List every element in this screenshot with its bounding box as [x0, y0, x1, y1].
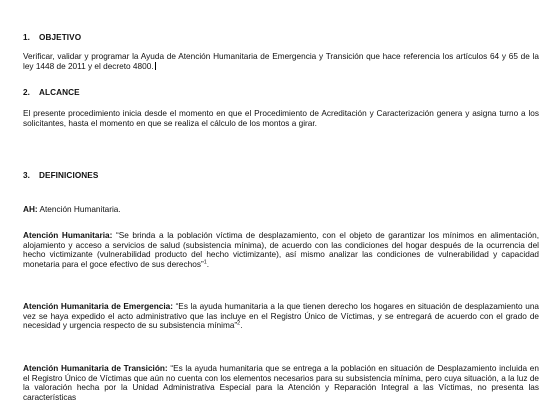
- objetivo-text: Verificar, validar y programar la Ayuda de Atención Humanitaria de Emergencia y Transición que hace referencia los artículos 64 y 65 de la ley 1448 de 2011 y el decreto 4800.: [23, 52, 539, 71]
- definition-text: “Es la ayuda humanitaria que se entrega a la población en situación de Desplazamiento incluida en el Registro Único de Víctimas que aún no cuenta con los elementos necesarios para su subsistencia mínima, pero cuya situación, a la luz de la valoración hecha por la Unidad Administrativa Especial para la Atención y Reparación Integral a las Víctimas, no presenta las características: [23, 364, 539, 402]
- definition-atencion-transicion: [23, 364, 539, 402]
- definition-atencion-humanitaria: Atención Humanitaria: “Se brinda a la población víctima de desplazamiento, con el objeto de garantizar los mínimos en alimentación, alojamiento y acceso a servicios de salud (subsistencia mínima), de acuerdo con las condiciones del hogar después de la ocurrencia del hecho victimizante (vulnerabilidad producto del hecho victimizante), así mismo analizar las condiciones de vulnerabilidad y capacidad monetaria para el goce efectivo de sus derechos”$^1$.: [23, 231, 539, 269]
- section-number: 2.: [23, 88, 31, 97]
- section-title: OBJETIVO: [39, 33, 82, 42]
- section-heading-definiciones: [23, 171, 98, 180]
- definition-text: Atención Humanitaria.: [37, 205, 121, 214]
- section-number: 3.: [23, 171, 31, 180]
- footnote-marker[interactable]: 1: [203, 259, 207, 266]
- document-page: [23, 0, 539, 420]
- footnote-marker[interactable]: 2: [237, 320, 241, 327]
- section-title: DEFINICIONES: [39, 171, 99, 180]
- objetivo-paragraph[interactable]: [23, 52, 539, 71]
- definition-text: “Es la ayuda humanitaria a la que tienen derecho los hogares en situación de desplazamiento una vez se haya expedido el acto administrativo que las incluye en el Registro Único de Víctimas, y se entregará de acuerdo con el grado de necesidad y urgencia respecto de su subsistencia mínima”: [23, 302, 539, 331]
- definition-ah: [23, 205, 539, 215]
- definition-term: Atención Humanitaria:: [23, 231, 113, 240]
- section-heading-alcance: [23, 88, 80, 97]
- section-heading-objetivo: [23, 33, 81, 42]
- alcance-text: El presente procedimiento inicia desde el momento en que el Procedimiento de Acreditación y Caracterización genera y asigna turno a los solicitantes, hasta el momento en que se realiza el cálculo de los montos a girar.: [23, 109, 539, 128]
- definition-term: AH:: [23, 205, 38, 214]
- definition-atencion-emergencia: Atención Humanitaria de Emergencia: “Es la ayuda humanitaria a la que tienen derecho los hogares en situación de desplazamiento una vez se haya expedido el acto administrativo que las incluye en el Registro Único de Víctimas, y se entregará de acuerdo con el grado de necesidad y urgencia respecto de su subsistencia mínima”$^2$.: [23, 302, 539, 331]
- text-cursor: [155, 62, 156, 70]
- section-number: 1.: [23, 33, 31, 42]
- section-title: ALCANCE: [39, 88, 80, 97]
- alcance-paragraph: [23, 109, 539, 128]
- definition-text: “Se brinda a la población víctima de desplazamiento, con el objeto de garantizar los mínimos en alimentación, alojamiento y acceso a servicios de salud (subsistencia mínima), de acuerdo con las condiciones del hogar después de la ocurrencia del hecho victimizante (vulnerabilidad producto del hecho victimizante), así mismo analizar las condiciones de vulnerabilidad y capacidad monetaria para el goce efectivo de sus derechos”: [23, 231, 539, 269]
- definition-term: Atención Humanitaria de Transición:: [23, 364, 168, 373]
- definition-term: Atención Humanitaria de Emergencia:: [23, 302, 173, 311]
